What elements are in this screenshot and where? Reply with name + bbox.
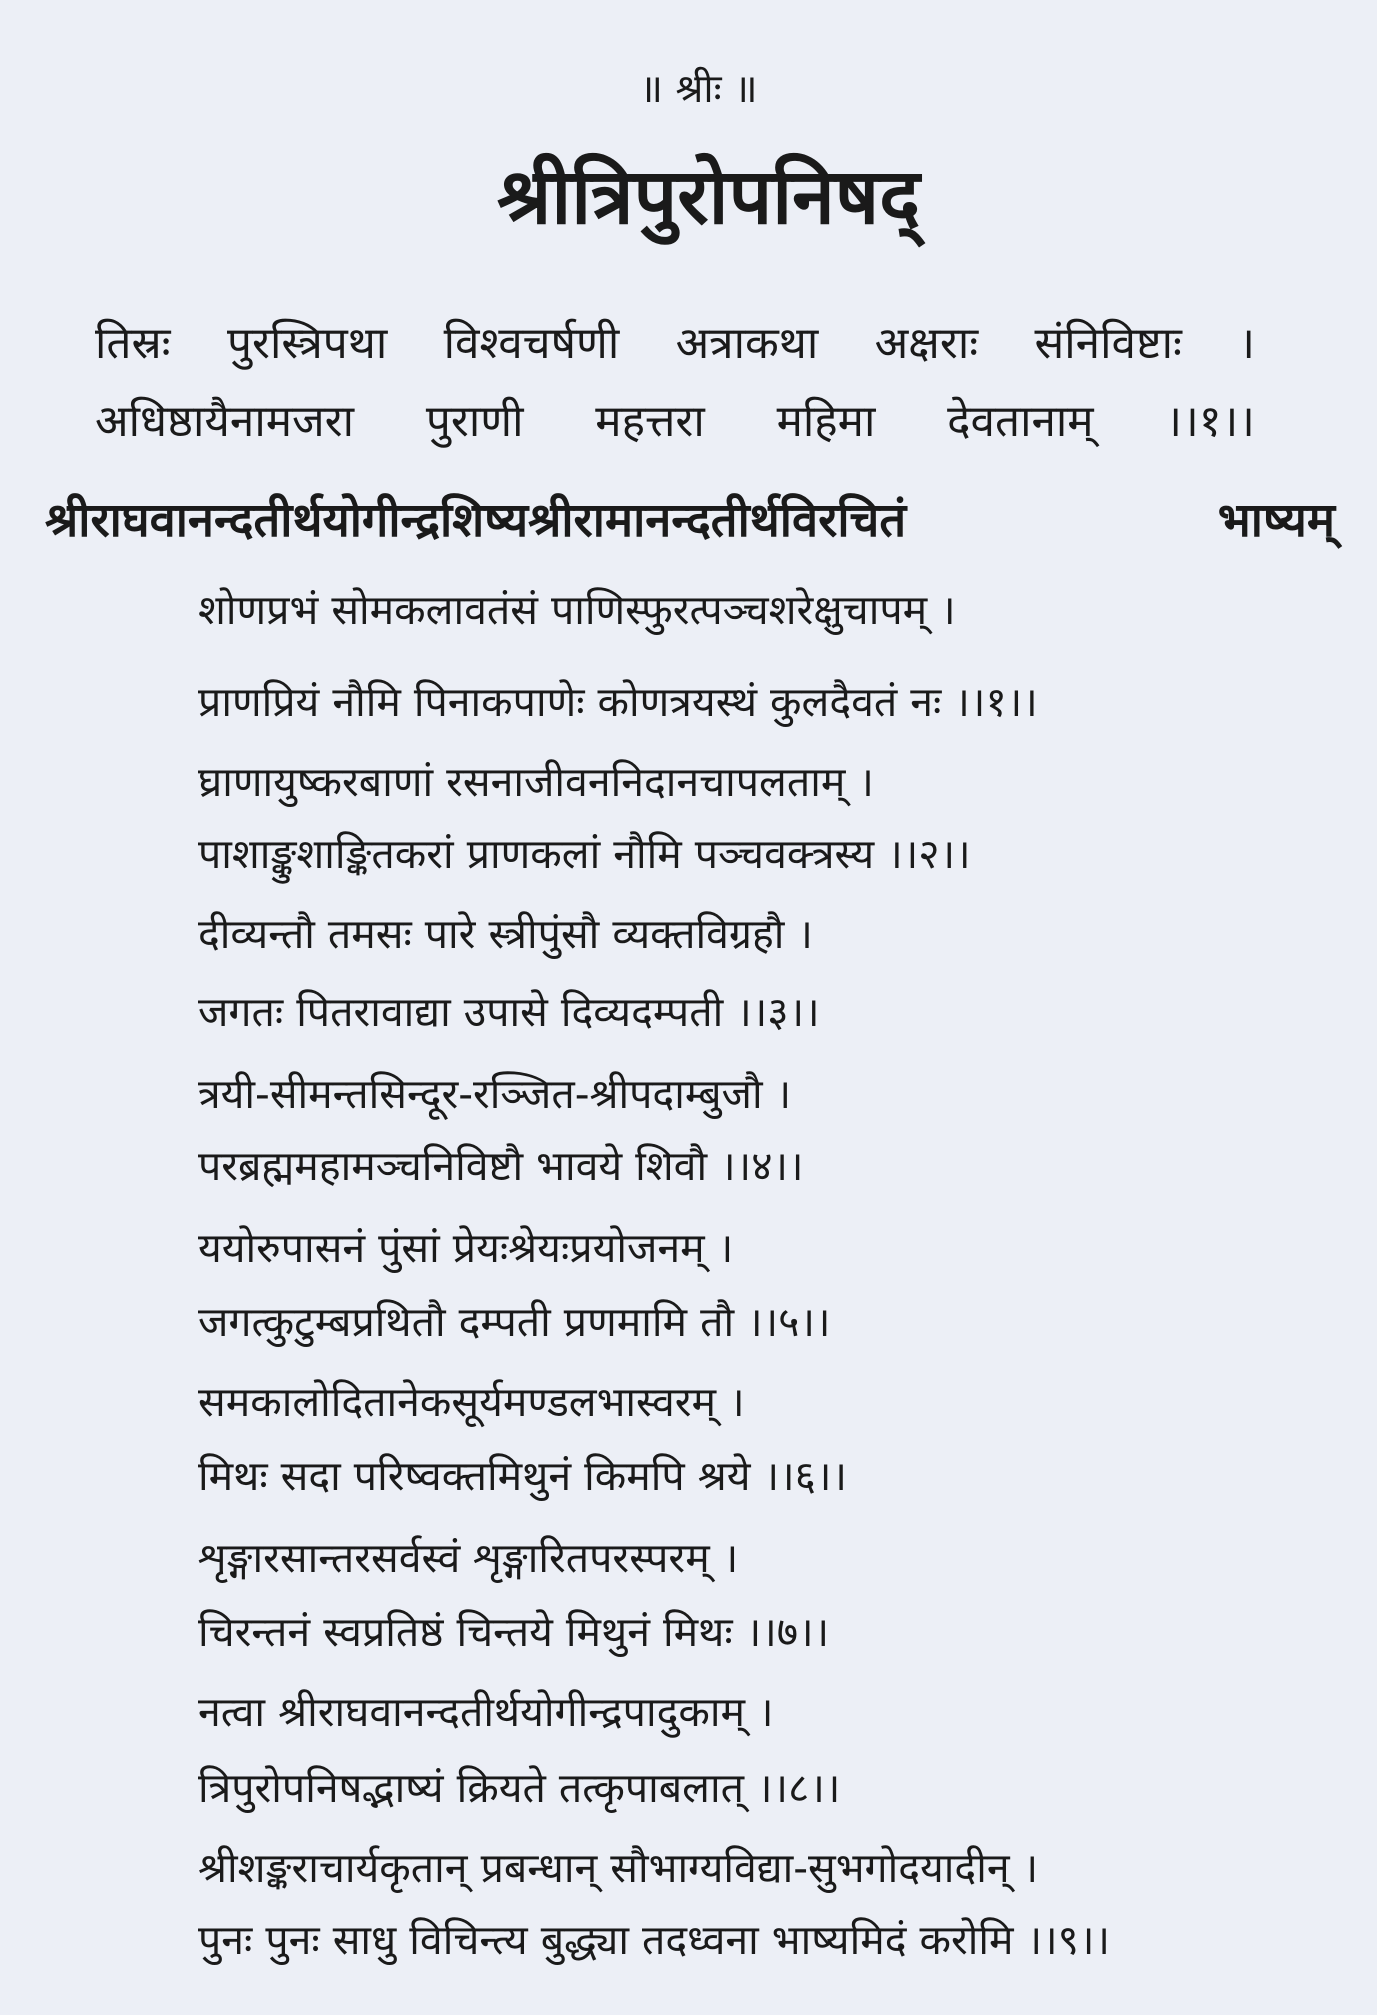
verse-2-line-2: पाशाङ्कुशाङ्कितकरां प्राणकलां नौमि पञ्चवक्त्रस्य ।।२।। [198,830,971,878]
verse-6-line-1: समकालोदितानेकसूर्यमण्डलभास्वरम् । [198,1378,745,1426]
verse-1-line-2: प्राणप्रियं नौमि पिनाकपाणेः कोणत्रयस्थं कुलदैवतं नः ।।१।। [198,678,1038,726]
verse-4-line-2: परब्रह्ममहामञ्चनिविष्टौ भावये शिवौ ।।४।। [198,1142,804,1190]
mantra-line-1: तिस्रः पुरस्त्रिपथा विश्वचर्षणी अत्राकथा अक्षराः संनिविष्टाः । [95,318,1255,369]
verse-9-line-2: पुनः पुनः साधु विचिन्त्य बुद्ध्या तदध्वना भाष्यमिदं करोमि ।।९।। [198,1916,1111,1964]
page-title: श्रीत्रिपुरोपनिषद् [496,153,921,242]
verse-7-line-1: शृङ्गारसान्तरसर्वस्वं शृङ्गारितपरस्परम् । [198,1534,739,1582]
verse-9-line-1: श्रीशङ्कराचार्यकृतान् प्रबन्धान् सौभाग्यविद्या-सुभगोदयादीन् । [198,1844,1039,1892]
verse-2-line-1: घ्राणायुष्करबाणां रसनाजीवननिदानचापलताम् । [198,758,874,806]
verse-5-line-2: जगत्कुटुम्बप्रथितौ दम्पती प्रणमामि तौ ।।५।। [198,1298,831,1346]
verse-8-line-2: त्रिपुरोपनिषद्भाष्यं क्रियते तत्कृपाबलात् ।।८।। [198,1764,841,1812]
verse-6-line-2: मिथः सदा परिष्वक्तमिथुनं किमपि श्रये ।।६।। [198,1452,848,1500]
verse-3-line-2: जगतः पितरावाद्या उपासे दिव्यदम्पती ।।३।। [198,988,820,1036]
verse-4-line-1: त्रयी-सीमन्तसिन्दूर-रञ्जित-श्रीपदाम्बुजौ । [198,1070,792,1118]
verse-5-line-1: ययोरुपासनं पुंसां प्रेयःश्रेयःप्रयोजनम् । [198,1224,734,1272]
verse-3-line-1: दीव्यन्तौ तमसः पारे स्त्रीपुंसौ व्यक्तविग्रहौ । [198,910,813,958]
commentary-title: श्रीराघवानन्दतीर्थयोगीन्द्रशिष्यश्रीरामानन्दतीर्थविरचितं भाष्यम् [45,493,1335,548]
mantra-line-2: अधिष्ठायैनामजरा पुराणी महत्तरा महिमा देवतानाम् ।।१।। [95,396,1255,447]
invocation: ॥ श्रीः ॥ [639,66,758,112]
verse-1-line-1: शोणप्रभं सोमकलावतंसं पाणिस्फुरत्पञ्चशरेक्षुचापम् । [198,586,956,634]
verse-8-line-1: नत्वा श्रीराघवानन्दतीर्थयोगीन्द्रपादुकाम् । [198,1688,774,1736]
verse-7-line-2: चिरन्तनं स्वप्रतिष्ठं चिन्तये मिथुनं मिथः ।।७।। [198,1608,830,1656]
